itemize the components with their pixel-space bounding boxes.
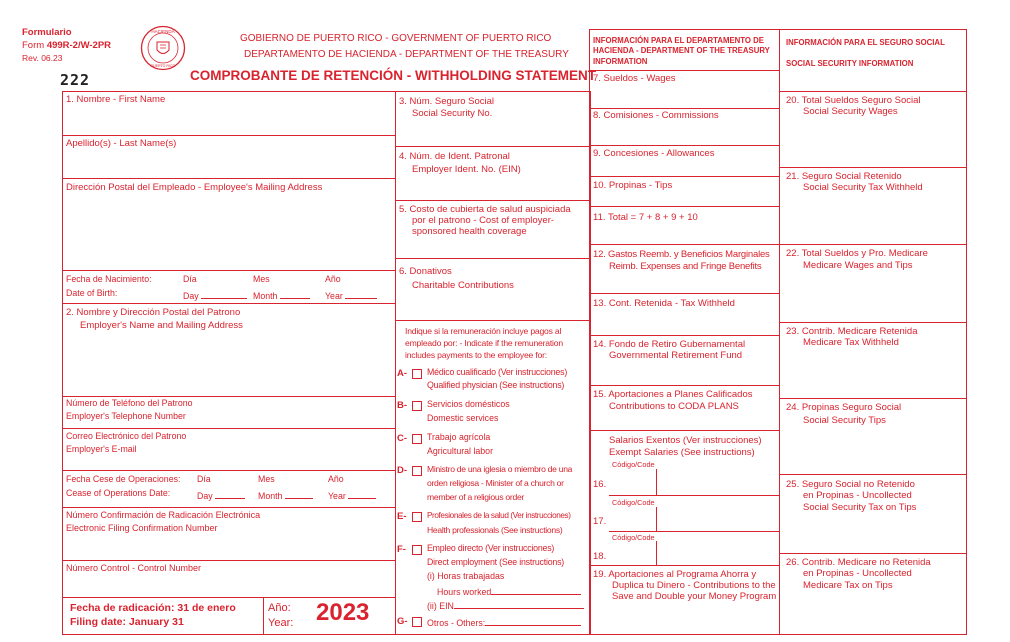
cease-dia: Día (197, 474, 211, 484)
hacienda-seal-icon (140, 25, 186, 71)
others-checkbox[interactable] (412, 617, 422, 627)
ss-wages-label-en: Social Security Wages (803, 106, 898, 117)
hacienda-info-1: INFORMACIÓN PARA EL DEPARTAMENTO DE (593, 36, 764, 45)
cease-ano: Año (328, 474, 344, 484)
employer-name-label[interactable]: 2. Nombre y Dirección Postal del Patrono (66, 307, 241, 318)
box-16-number: 16. (593, 479, 607, 490)
medicare-wages-field[interactable]: 22. Total Sueldos y Pro. Medicare (786, 248, 928, 259)
d-label-3: member of a religious order (427, 492, 524, 502)
uncollected-medicare-field[interactable]: 26. Contrib. Medicare no Retenida (786, 557, 931, 568)
wages-field[interactable]: 7. Sueldos - Wages (593, 73, 676, 84)
uncollected-medicare-label-2: en Propinas - Uncollected (803, 568, 912, 579)
f-letter: F- (397, 544, 406, 555)
mailing-address-field[interactable]: Dirección Postal del Empleado - Employee's Mailing Address (66, 182, 323, 193)
b-label-en: Domestic services (427, 413, 499, 423)
code-label-17: Código/Code (612, 498, 655, 507)
coda-label-en: Contributions to CODA PLANS (609, 401, 739, 412)
ss-wages-field[interactable]: 20. Total Sueldos Seguro Social (786, 95, 921, 106)
uncollected-ss-label-2: en Propinas - Uncollected (803, 490, 912, 501)
reimbursed-label-en: Reimb. Expenses and Fringe Benefits (609, 261, 762, 272)
filing-date-en: Filing date: January 31 (70, 616, 184, 628)
employer-name-label-en: Employer's Name and Mailing Address (80, 320, 243, 331)
d-label-2: orden religiosa - Minister of a church or (427, 478, 564, 488)
cease-label-es: Fecha Cese de Operaciones: (66, 474, 181, 484)
cease-mes: Mes (258, 474, 275, 484)
medicare-tax-label-en: Medicare Tax Withheld (803, 337, 899, 348)
tax-withheld-field[interactable]: 13. Cont. Retenida - Tax Withheld (593, 298, 735, 309)
dob-dia: Día (183, 274, 197, 284)
cease-year[interactable]: Year (328, 489, 376, 501)
health-label-3: sponsored health coverage (412, 226, 527, 237)
ss-tax-withheld-field[interactable]: 21. Seguro Social Retenido (786, 171, 902, 182)
health-label-2: por el patrono - Cost of employer- (412, 215, 555, 226)
hours-worked-field[interactable]: Hours worked (437, 585, 581, 597)
allowances-field[interactable]: 9. Concesiones - Allowances (593, 148, 715, 159)
domestic-services-checkbox[interactable] (412, 401, 422, 411)
gov-heading: GOBIERNO DE PUERTO RICO - GOVERNMENT OF PUERTO RICO (240, 33, 552, 44)
f-ein-field[interactable]: (ii) EIN (427, 599, 584, 611)
form-title: COMPROBANTE DE RETENCIÓN - WITHHOLDING STATEMENT (190, 68, 596, 83)
formulario-label: Formulario (22, 27, 72, 38)
uncollected-ss-label-3: Social Security Tax on Tips (803, 502, 917, 513)
filing-date-es: Fecha de radicación: 31 de enero (70, 602, 236, 614)
d-letter: D- (397, 465, 408, 476)
reimbursed-expenses-field[interactable]: 12. Gastos Reemb. y Beneficios Marginales (593, 249, 770, 260)
health-coverage-field[interactable]: 5. Costo de cubierta de salud auspiciada (399, 204, 571, 215)
a-letter: A- (397, 368, 408, 379)
cease-day[interactable]: Day (197, 489, 245, 501)
coda-plans-field[interactable]: 15. Aportaciones a Planes Calificados (593, 389, 753, 400)
box-16-line[interactable] (609, 495, 779, 496)
ssn-field[interactable]: 3. Núm. Seguro Social (399, 96, 495, 107)
dept-heading: DEPARTAMENTO DE HACIENDA - DEPARTMENT OF THE TREASURY (244, 49, 569, 60)
agricultural-labor-checkbox[interactable] (412, 434, 422, 444)
code-label-18: Código/Code (612, 533, 655, 542)
medicare-wages-label-en: Medicare Wages and Tips (803, 260, 913, 271)
b-letter: B- (397, 400, 408, 411)
direct-employment-checkbox[interactable] (412, 545, 422, 555)
uncollected-ss-field[interactable]: 25. Seguro Social no Retenido (786, 479, 915, 490)
box-18-number: 18. (593, 551, 607, 562)
retirement-label-en: Governmental Retirement Fund (609, 350, 743, 361)
revision: Rev. 06.23 (22, 53, 63, 63)
phone-label-es[interactable]: Número de Teléfono del Patrono (66, 398, 193, 408)
hacienda-info-2: HACIENDA - DEPARTMENT OF THE TREASURY (593, 46, 770, 55)
save-double-label-2: Duplica tu Dinero - Contributions to the (612, 580, 776, 591)
cease-month[interactable]: Month (258, 489, 313, 501)
e-letter: E- (397, 511, 407, 522)
b-label-es: Servicios domésticos (427, 399, 510, 409)
c-label-en: Agricultural labor (427, 446, 494, 456)
donations-field[interactable]: 6. Donativos (399, 266, 452, 277)
dob-label-en: Date of Birth: (66, 288, 118, 298)
a-label-es: Médico cualificado (Ver instrucciones) (427, 367, 568, 377)
ss-info-1: INFORMACIÓN PARA EL SEGURO SOCIAL (786, 38, 945, 47)
indicate-text-1: Indique si la remuneración incluye pagos al (405, 326, 562, 336)
ss-tax-label-en: Social Security Tax Withheld (803, 182, 923, 193)
ss-tips-label-en: Social Security Tips (803, 415, 886, 426)
cease-label-en: Cease of Operations Date: (66, 488, 171, 498)
health-professionals-checkbox[interactable] (412, 512, 422, 522)
first-name-field[interactable]: 1. Nombre - First Name (66, 94, 166, 105)
dob-day[interactable]: Day (183, 289, 247, 301)
ein-label-en: Employer Ident. No. (EIN) (412, 164, 521, 175)
dob-year[interactable]: Year (325, 289, 377, 301)
retirement-fund-field[interactable]: 14. Fondo de Retiro Gubernamental (593, 339, 746, 350)
save-double-field[interactable]: 19. Aportaciones al Programa Ahorra y (593, 569, 757, 580)
dob-ano: Año (325, 274, 341, 284)
g-letter: G- (397, 616, 408, 627)
box-17-line[interactable] (609, 531, 779, 532)
a-label-en: Qualified physician (See instructions) (427, 380, 565, 390)
medicare-tax-withheld-field[interactable]: 23. Contrib. Medicare Retenida (786, 326, 918, 337)
minister-checkbox[interactable] (412, 466, 422, 476)
ss-info-2: SOCIAL SECURITY INFORMATION (786, 59, 914, 68)
svg-text:PUERTO RICO: PUERTO RICO (150, 64, 176, 68)
control-number-field[interactable]: Número Control - Control Number (66, 563, 202, 573)
control-code: 222 (60, 71, 91, 89)
col1-col2-divider (395, 91, 396, 635)
confirmation-label-es[interactable]: Número Confirmación de Radicación Electrónica (66, 510, 261, 520)
indicate-text-3: includes payments to the employee for: (405, 350, 547, 360)
e-label-en: Health professionals (See instructions) (427, 525, 563, 535)
exempt-salaries-label-es: Salarios Exentos (Ver instrucciones) (609, 435, 762, 446)
last-name-field[interactable]: Apellido(s) - Last Name(s) (66, 138, 177, 149)
commissions-field[interactable]: 8. Comisiones - Commissions (593, 110, 719, 121)
dob-mes: Mes (253, 274, 270, 284)
year-label: Year: (268, 617, 294, 629)
ssn-label-en: Social Security No. (412, 108, 493, 119)
email-label-en: Employer's E-mail (66, 444, 137, 454)
tips-field[interactable]: 10. Propinas - Tips (593, 180, 673, 191)
dob-month[interactable]: Month (253, 289, 310, 301)
hacienda-info-3: INFORMATION (593, 57, 648, 66)
f-label-es: Empleo directo (Ver instrucciones) (427, 543, 555, 553)
total-field[interactable]: 11. Total = 7 + 8 + 9 + 10 (593, 212, 698, 223)
c-label-es: Trabajo agrícola (427, 432, 491, 442)
exempt-salaries-label-en: Exempt Salaries (See instructions) (609, 447, 755, 458)
ano-label: Año: (268, 602, 291, 614)
e-label-es: Profesionales de la salud (Ver instrucciones) (427, 511, 571, 520)
uncollected-medicare-label-3: Medicare Tax on Tips (803, 580, 893, 591)
indicate-text-2: empleado por: - Indicate if the remuneration (405, 338, 563, 348)
tax-year: 2023 (316, 599, 370, 626)
donations-label-en: Charitable Contributions (412, 280, 514, 291)
code-label-16: Código/Code (612, 460, 655, 469)
box-17-number: 17. (593, 516, 607, 527)
confirmation-label-en: Electronic Filing Confirmation Number (66, 523, 218, 533)
phone-label-en: Employer's Telephone Number (66, 411, 186, 421)
form-number: 499R-2/W-2PR (46, 40, 112, 51)
form-label: Form 499R-2/W-2PR (22, 40, 112, 51)
ein-field[interactable]: 4. Núm. de Ident. Patronal (399, 151, 510, 162)
qualified-physician-checkbox[interactable] (412, 369, 422, 379)
hours-label-es: (i) Horas trabajadas (427, 571, 505, 581)
d-label-1: Ministro de una iglesia o miembro de una (427, 464, 573, 474)
dob-label-es: Fecha de Nacimiento: (66, 274, 152, 284)
svg-text:HACIENDA: HACIENDA (151, 29, 175, 34)
c-letter: C- (397, 433, 408, 444)
col3-col4-divider (779, 29, 780, 635)
others-field[interactable]: Otros - Others: (427, 616, 581, 628)
save-double-label-3: Save and Double your Money Program (612, 591, 777, 602)
f-label-en: Direct employment (See instructions) (427, 557, 565, 567)
ss-tips-field[interactable]: 24. Propinas Seguro Social (786, 402, 902, 413)
email-label-es[interactable]: Correo Electrónico del Patrono (66, 431, 187, 441)
